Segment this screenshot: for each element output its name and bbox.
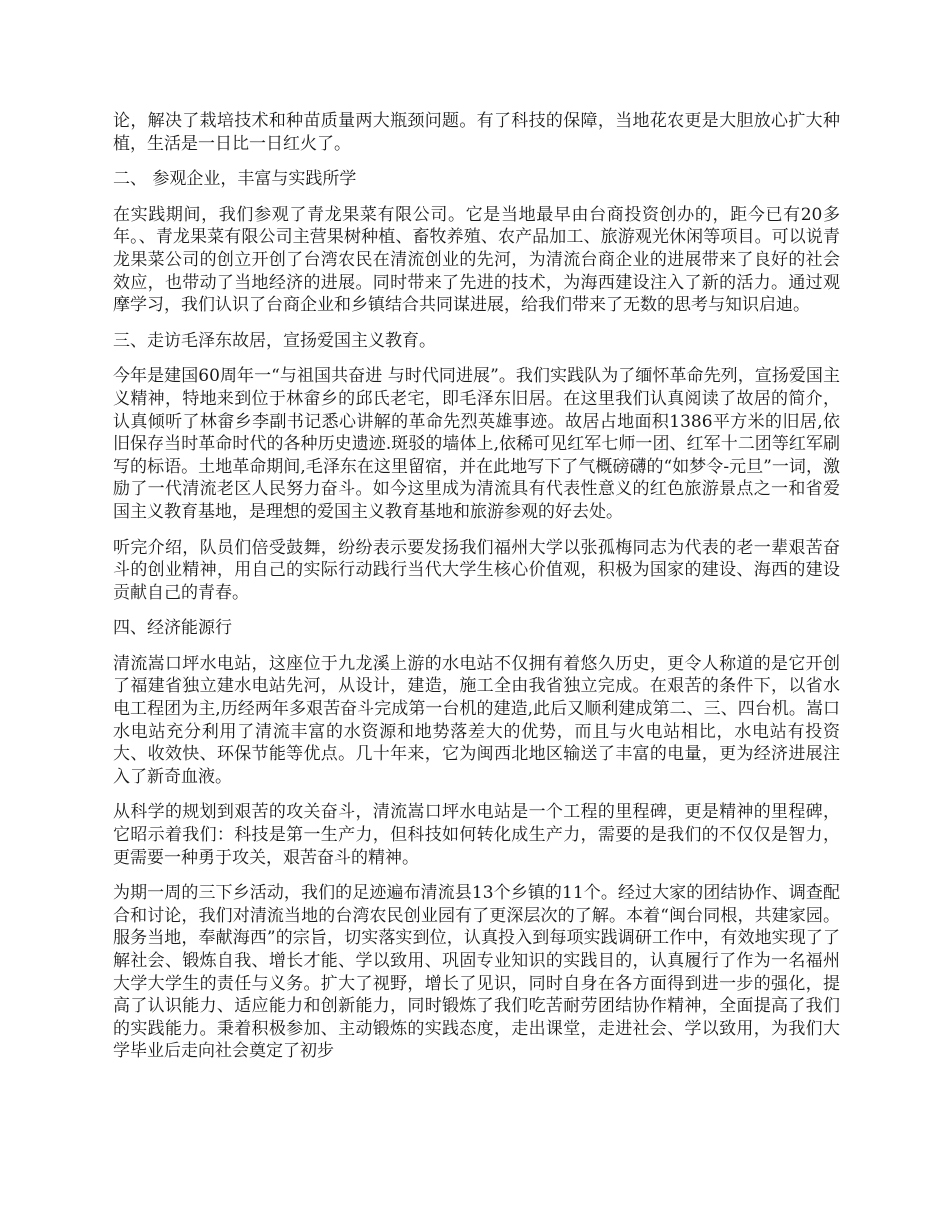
section-heading-3: 三、走访毛泽东故居，宣扬爱国主义教育。	[113, 330, 436, 351]
paragraph-2: 在实践期间，我们参观了青龙果菜有限公司。它是当地最早由台商投资创办的，距今已有20多年。、青龙果菜有限公司主营果树种植、畜牧养殖、农产品加工、旅游观光休闲等项目。可以说青龙果菜公司的创立开创了台湾农民在清流创业的先河，为清流台商企业的进展带来了良好的社会效应，也带动了当地经济的进展。同时带来了先进的技术，为海西建设注入了新的活力。通过观摩学习，我们认识了台商企业和乡镇结合共同谋进展，给我们带来了无数的思考与知识启迪。	[113, 204, 840, 316]
paragraph-6: 从科学的规划到艰苦的攻关奋斗，清流嵩口坪水电站是一个工程的里程碑，更是精神的里程碑，它昭示着我们：科技是第一生产力，但科技如何转化成生产力，需要的是我们的不仅仅是智力，更需要一种勇于攻关，艰苦奋斗的精神。	[113, 802, 840, 868]
section-heading-4: 四、经济能源行	[113, 618, 232, 639]
section-heading-2: 二、 参观企业，丰富与实践所学	[113, 169, 357, 190]
paragraph-5: 清流嵩口坪水电站，这座位于九龙溪上游的水电站不仅拥有着悠久历史，更令人称道的是它开创了福建省独立建水电站先河，从设计，建造，施工全由我省独立完成。在艰苦的条件下，以省水电工程团为主,历经两年多艰苦奋斗完成第一台机的建造,此后又顺利建成第二、三、四台机。嵩口水电站充分利用了清流丰富的水资源和地势落差大的优势，而且与火电站相比，水电站有投资大、收效快、环保节能等优点。几十年来，它为闽西北地区输送了丰富的电量，更为经济进展注入了新奇血液。	[113, 653, 840, 787]
paragraph-3: 今年是建国60周年一“与祖国共奋进 与时代同进展”。我们实践队为了缅怀革命先列，宣扬爱国主义精神，特地来到位于林畲乡的邱氏老宅，即毛泽东旧居。在这里我们认真阅读了故居的简介，认真倾听了林畲乡李副书记悉心讲解的革命先烈英雄事迹。故居占地面积1386平方米的旧居,依旧保存当时革命时代的各种历史遗迹.斑驳的墙体上,依稀可见红军七师一团、红军十二团等红军刷写的标语。土地革命期间,毛泽东在这里留宿，并在此地写下了气概磅礴的“如梦令-元旦”一词，激励了一代清流老区人民努力奋斗。如今这里成为清流具有代表性意义的红色旅游景点之一和省爱国主义教育基地，是理想的爱国主义教育基地和旅游参观的好去处。	[113, 366, 840, 522]
paragraph-7: 为期一周的三下乡活动，我们的足迹遍布清流县13个乡镇的11个。经过大家的团结协作、调查配合和讨论，我们对清流当地的台湾农民创业园有了更深层次的了解。本着“闽台同根，共建家园。服务当地，奉献海西”的宗旨，切实落实到位，认真投入到每项实践调研工作中，有效地实现了了解社会、锻炼自我、增长才能、学以致用、巩固专业知识的实践目的，认真履行了作为一名福州大学大学生的责任与义务。扩大了视野，增长了见识，同时自身在各方面得到进一步的强化，提高了认识能力、适应能力和创新能力，同时锻炼了我们吃苦耐劳团结协作精神，全面提高了我们的实践能力。秉着积极参加、主动锻炼的实践态度，走出课堂，走进社会、学以致用，为我们大学毕业后走向社会奠定了初步	[113, 883, 840, 1062]
paragraph-4: 听完介绍，队员们倍受鼓舞，纷纷表示要发扬我们福州大学以张孤梅同志为代表的老一辈艰苦奋斗的创业精神，用自己的实际行动践行当代大学生核心价值观，积极为国家的建设、海西的建设贡献自己的青春。	[113, 537, 840, 603]
document-body	[113, 110, 840, 1076]
paragraph-1: 论，解决了栽培技术和种苗质量两大瓶颈问题。有了科技的保障，当地花农更是大胆放心扩大种植，生活是一日比一日红火了。	[113, 111, 840, 154]
